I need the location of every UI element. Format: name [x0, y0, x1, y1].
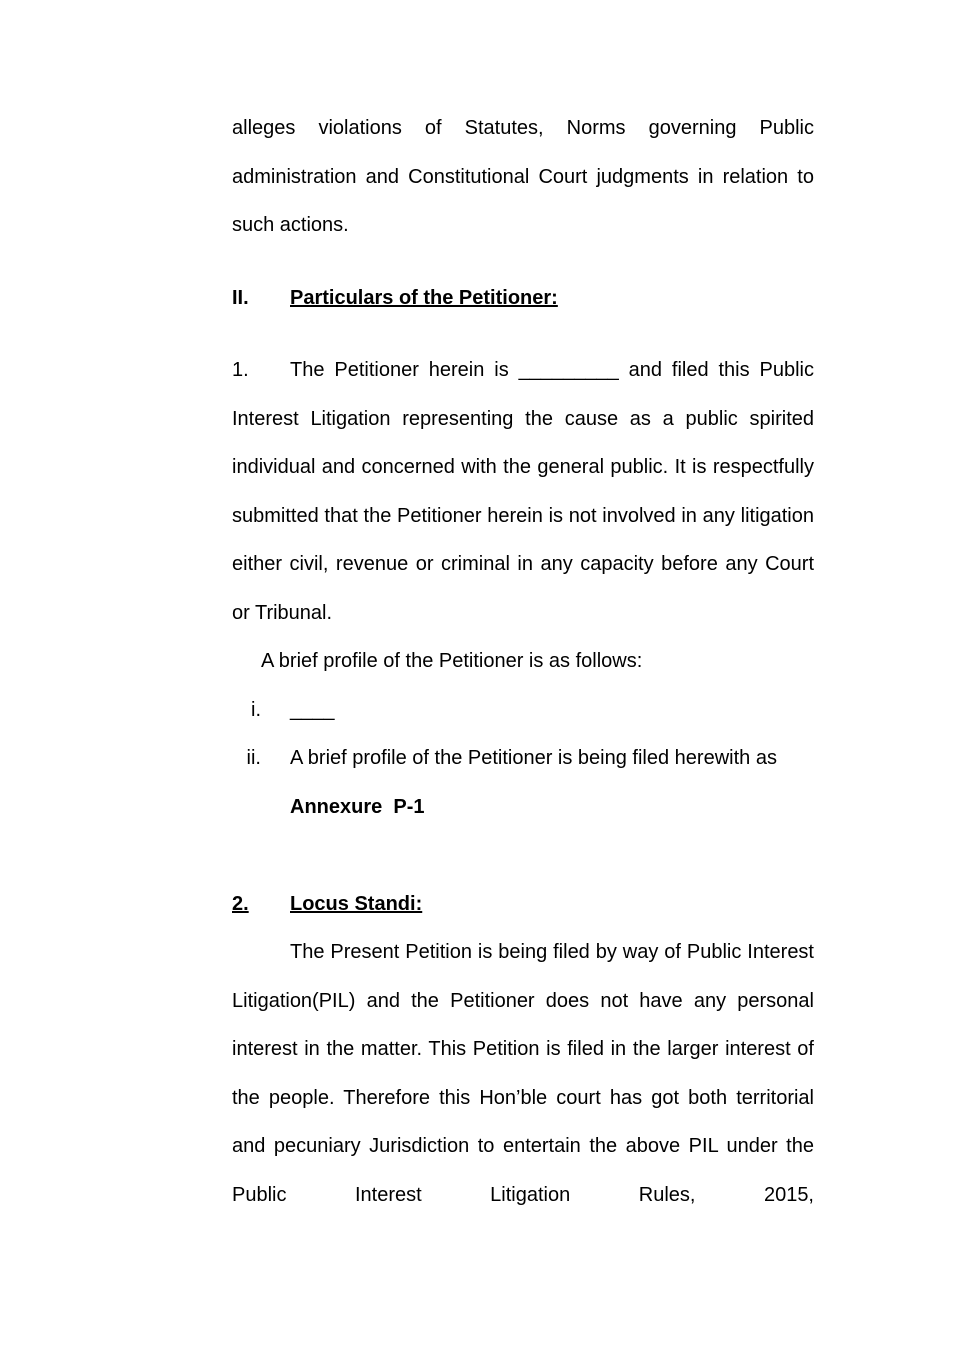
- document-body: [232, 104, 814, 1219]
- section-number: II.: [232, 286, 249, 309]
- item-text: A brief profile of the Petitioner is being filed herewith as: [290, 747, 777, 769]
- spacer: [232, 831, 814, 880]
- profile-intro: A brief profile of the Petitioner is as follows:: [261, 650, 643, 672]
- paragraph-text: The Petitioner herein is _________ and filed this Public Interest Litigation representing the cause as a public spirited individual and concerned with the general public. It is respectfully submitted that the Petitioner herein is not involved in any litigation either civil, revenue or criminal in any capacity before any Court or Tribunal.: [232, 359, 814, 624]
- section-title: Locus Standi:: [290, 892, 423, 915]
- item-text-container: [290, 734, 814, 831]
- petitioner-paragraph: [232, 346, 814, 637]
- item-text: ____: [290, 698, 335, 721]
- item-number: ii.: [246, 747, 261, 769]
- intro-paragraph: alleges violations of Statutes, Norms governing Public administration and Constitutional Court judgments in relation to such actions.: [232, 117, 814, 236]
- section-heading-locus: [232, 880, 814, 929]
- profile-item-2: [232, 734, 814, 831]
- section-title: Particulars of the Petitioner:: [290, 286, 558, 309]
- paragraph-number: 1.: [232, 359, 249, 381]
- section-heading-particulars: [232, 274, 814, 323]
- section-number: 2.: [232, 892, 249, 915]
- profile-item-1: [232, 686, 814, 735]
- spacer: [232, 322, 814, 346]
- item-number: i.: [251, 698, 261, 721]
- spacer: [232, 250, 814, 274]
- annexure-label: Annexure P-1: [290, 795, 425, 818]
- locus-paragraph: The Present Petition is being filed by way of Public Interest Litigation(PIL) and the Petitioner does not have any personal interest in the matter. This Petition is filed in the larger interest of the people. Therefore this Hon’ble court has got both territorial and pecuniary Jurisdiction to entertain the above PIL under the Public Interest Litigation Rules, 2015,: [232, 941, 814, 1206]
